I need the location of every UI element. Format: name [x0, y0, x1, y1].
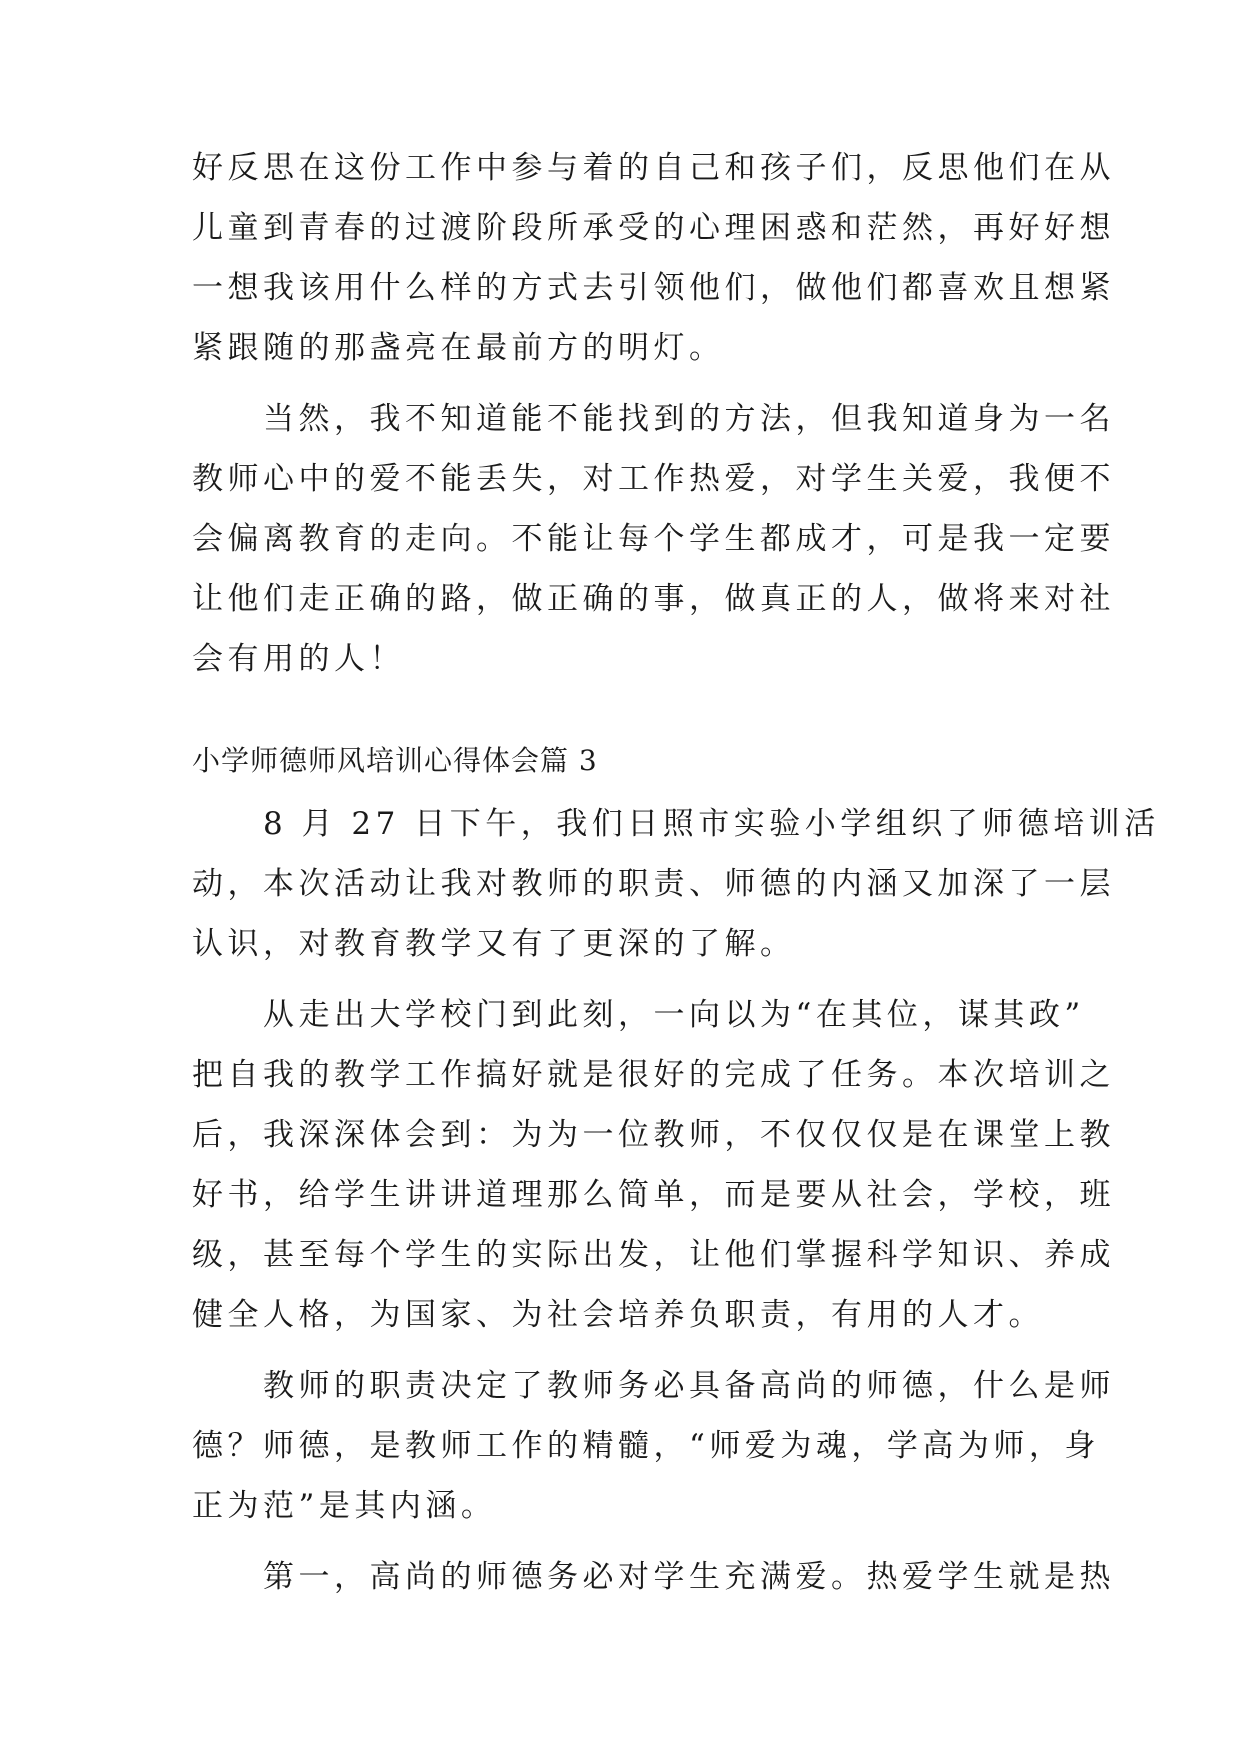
paragraph-line: 动，本次活动让我对教师的职责、师德的内涵又加深了一层	[192, 866, 1115, 902]
paragraph-line: 好书，给学生讲讲道理那么简单，而是要从社会，学校，班	[192, 1177, 1115, 1213]
paragraph-line: 儿童到青春的过渡阶段所承受的心理困惑和茫然，再好好想	[192, 210, 1115, 246]
paragraph-line: 让他们走正确的路，做正确的事，做真正的人，做将来对社	[192, 581, 1115, 617]
paragraph-line: 把自我的教学工作搞好就是很好的完成了任务。本次培训之	[192, 1057, 1115, 1093]
paragraph-line: 健全人格，为国家、为社会培养负职责，有用的人才。	[192, 1297, 1044, 1333]
paragraph-line: 紧跟随的那盏亮在最前方的明灯。	[192, 330, 725, 366]
paragraph-line: 认识，对教育教学又有了更深的了解。	[192, 926, 796, 962]
paragraph-line: 好反思在这份工作中参与着的自己和孩子们，反思他们在从	[192, 150, 1115, 186]
paragraph-line: 8 月 27 日下午，我们日照市实验小学组织了师德培训活	[192, 806, 1160, 842]
paragraph-line: 第一，高尚的师德务必对学生充满爱。热爱学生就是热	[192, 1559, 1115, 1595]
paragraph-line: 会有用的人！	[192, 641, 405, 677]
paragraph-line: 当然，我不知道能不能找到的方法，但我知道身为一名	[192, 401, 1115, 437]
paragraph-line: 德？师德，是教师工作的精髓，“师爱为魂，学高为师，身	[192, 1428, 1100, 1464]
paragraph-line: 级，甚至每个学生的实际出发，让他们掌握科学知识、养成	[192, 1237, 1115, 1273]
paragraph-line: 从走出大学校门到此刻，一向以为“在其位，谋其政”	[192, 997, 1085, 1033]
paragraph-line: 会偏离教育的走向。不能让每个学生都成才，可是我一定要	[192, 521, 1115, 557]
paragraph-line: 后，我深深体会到：为为一位教师，不仅仅仅是在课堂上教	[192, 1117, 1115, 1153]
paragraph-line: 教师的职责决定了教师务必具备高尚的师德，什么是师	[192, 1368, 1115, 1404]
section-heading: 小学师德师风培训心得体会篇 3	[192, 744, 598, 777]
paragraph-line: 教师心中的爱不能丢失，对工作热爱，对学生关爱，我便不	[192, 461, 1115, 497]
paragraph-line: 一想我该用什么样的方式去引领他们，做他们都喜欢且想紧	[192, 270, 1115, 306]
paragraph-line: 正为范”是其内涵。	[192, 1488, 497, 1524]
